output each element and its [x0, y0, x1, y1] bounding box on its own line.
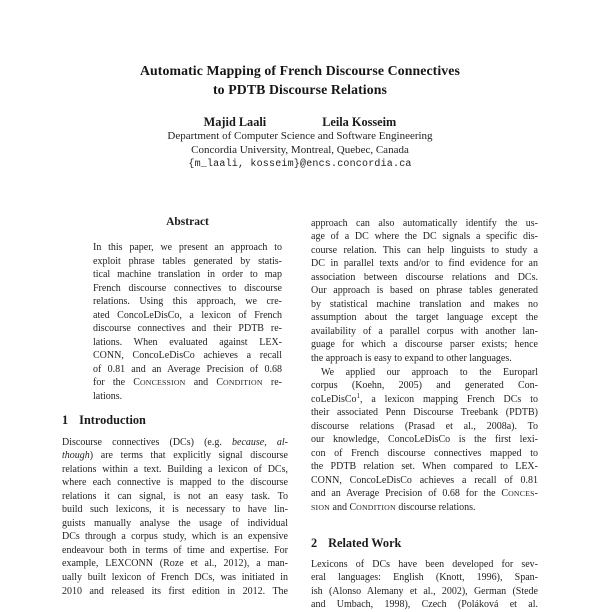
- text-line: the approach is easy to expand to other languages.: [311, 352, 512, 364]
- text-line: ish (Alonso Alemany et al., 2002), German (Stede: [311, 585, 538, 597]
- text-line: CONN, ConcoLeDisCo achieves a recall of 0.81: [311, 474, 538, 486]
- text-line: 2010 and released its first edition in 2012. The: [62, 585, 288, 597]
- text-line: endeavour both in terms of time and expertise. For: [62, 544, 288, 556]
- text-line: tical machine translation in order to map: [93, 269, 282, 281]
- introduction-body: [62, 436, 288, 599]
- text-line: of 0.81 and an Average Precision of 0.68: [93, 363, 282, 375]
- text-line: course relation. This can help linguists to study a: [311, 244, 538, 256]
- text-line: assumption about the target language except the: [311, 312, 538, 324]
- text-line: guists manually analyse the usage of individual: [62, 517, 288, 529]
- text-line: ated ConcoLeDisCo, a lexicon of French: [93, 309, 282, 321]
- text-line: DCs through a corpus study, which is an expensive: [62, 531, 288, 543]
- related-work-body: [311, 558, 538, 612]
- text-line: guage for which a discourse parser exists; hence: [311, 339, 538, 351]
- left-column: [62, 216, 288, 598]
- abstract-heading: Abstract: [166, 216, 209, 228]
- text-line: relations within a text. Building a lexicon of DCs,: [62, 463, 288, 475]
- text-line: though) are terms that explicitly signal discourse: [62, 450, 288, 462]
- author-name-2: Leila Kosseim: [322, 115, 397, 129]
- section-heading-introduction: [62, 413, 288, 427]
- author-name-1: Majid Laali: [203, 115, 267, 129]
- text-line: SION and CONDITION discourse relations.: [311, 501, 476, 513]
- paper-title-line-2: to PDTB Discourse Relations: [212, 82, 387, 97]
- text-line: our knowledge, ConcoLeDisCo is the first lexi-: [311, 434, 538, 446]
- text-line: lations. When evaluated against LEX-: [93, 336, 282, 348]
- text-line: exploit phrase tables generated by statis-: [93, 255, 282, 267]
- affiliation-university: Concordia University, Montreal, Quebec, Canada: [191, 144, 409, 156]
- text-line: build such lexicons, it is necessary to have lin-: [62, 504, 288, 516]
- text-line: their associated Penn Discourse Treebank (PDTB): [311, 407, 538, 419]
- section-title: Introduction: [79, 412, 146, 427]
- affiliation-department: Department of Computer Science and Software Engineering: [167, 130, 433, 142]
- section-heading-related-work: [311, 536, 538, 550]
- text-line: approach can also automatically identify the us-: [311, 217, 538, 229]
- text-line: where each connective is mapped to the discourse: [62, 477, 288, 489]
- text-line: Lexicons of DCs have been developed for sev-: [311, 558, 538, 570]
- text-line: French discourse connectives to discourse: [93, 282, 282, 294]
- right-paragraph-1: [311, 217, 538, 366]
- right-column: [311, 217, 538, 612]
- text-line: and Umbach, 1998), Czech (Poláková et al.: [311, 599, 538, 611]
- section-number: 1: [62, 412, 69, 427]
- paper-title-line-1: Automatic Mapping of French Discourse Connectives: [139, 63, 461, 78]
- text-line: corpus (Koehn, 2005) and generated Con-: [311, 380, 538, 392]
- section-number: 2: [311, 535, 318, 550]
- text-line: Discourse connectives (DCs) (e.g. because, al-: [62, 436, 288, 448]
- text-line: relations it can signal, is not an easy task. To: [62, 490, 288, 502]
- section-title: Related Work: [328, 535, 402, 550]
- text-line: CONN, ConcoLeDisCo achieves a recall: [93, 350, 282, 362]
- text-line: ually built lexicon of French DCs, was initiated in: [62, 572, 288, 584]
- text-line: and an Average Precision of 0.68 for the CONCES-: [311, 488, 538, 500]
- paper-header: [0, 61, 600, 172]
- text-line: Our approach is based on phrase tables generated: [311, 285, 538, 297]
- email-line: {m_laali, kosseim}@encs.concordia.ca: [188, 159, 412, 170]
- text-line: coLeDisCo$^1$, a lexicon mapping French DCs to: [311, 392, 538, 405]
- text-line: DC in parallel texts and/or to find evidence for an: [311, 258, 538, 270]
- text-line: association between discourse relations and DCs.: [311, 271, 538, 283]
- abstract-body: [93, 241, 282, 404]
- text-line: We applied our approach to the Europarl: [321, 366, 538, 378]
- author-row: [0, 115, 600, 129]
- text-line: discourse connectives and their PDTB re-: [93, 323, 282, 335]
- text-line: con of French discourse connectives mapped to: [311, 447, 538, 459]
- text-line: In this paper, we present an approach to: [93, 242, 282, 253]
- text-line: availability of a parallel corpus with another lan-: [311, 325, 538, 337]
- text-line: relations. Using this approach, we cre-: [93, 296, 282, 308]
- text-line: lations.: [93, 391, 123, 403]
- text-line: age of a DC where the DC signals a specific dis-: [311, 231, 538, 243]
- text-line: eral languages: English (Knott, 1996), Span-: [311, 572, 538, 584]
- text-line: the PDTB relation set. When compared to LEX-: [311, 461, 538, 473]
- right-paragraph-2: [311, 366, 538, 515]
- text-line: for the CONCESSION and CONDITION re-: [93, 377, 283, 389]
- text-line: example, LEXCONN (Roze et al., 2012), a man-: [62, 558, 288, 570]
- text-line: by statistical machine translation and makes no: [311, 298, 538, 310]
- text-line: discourse relations (Prasad et al., 2008a). To: [311, 420, 538, 432]
